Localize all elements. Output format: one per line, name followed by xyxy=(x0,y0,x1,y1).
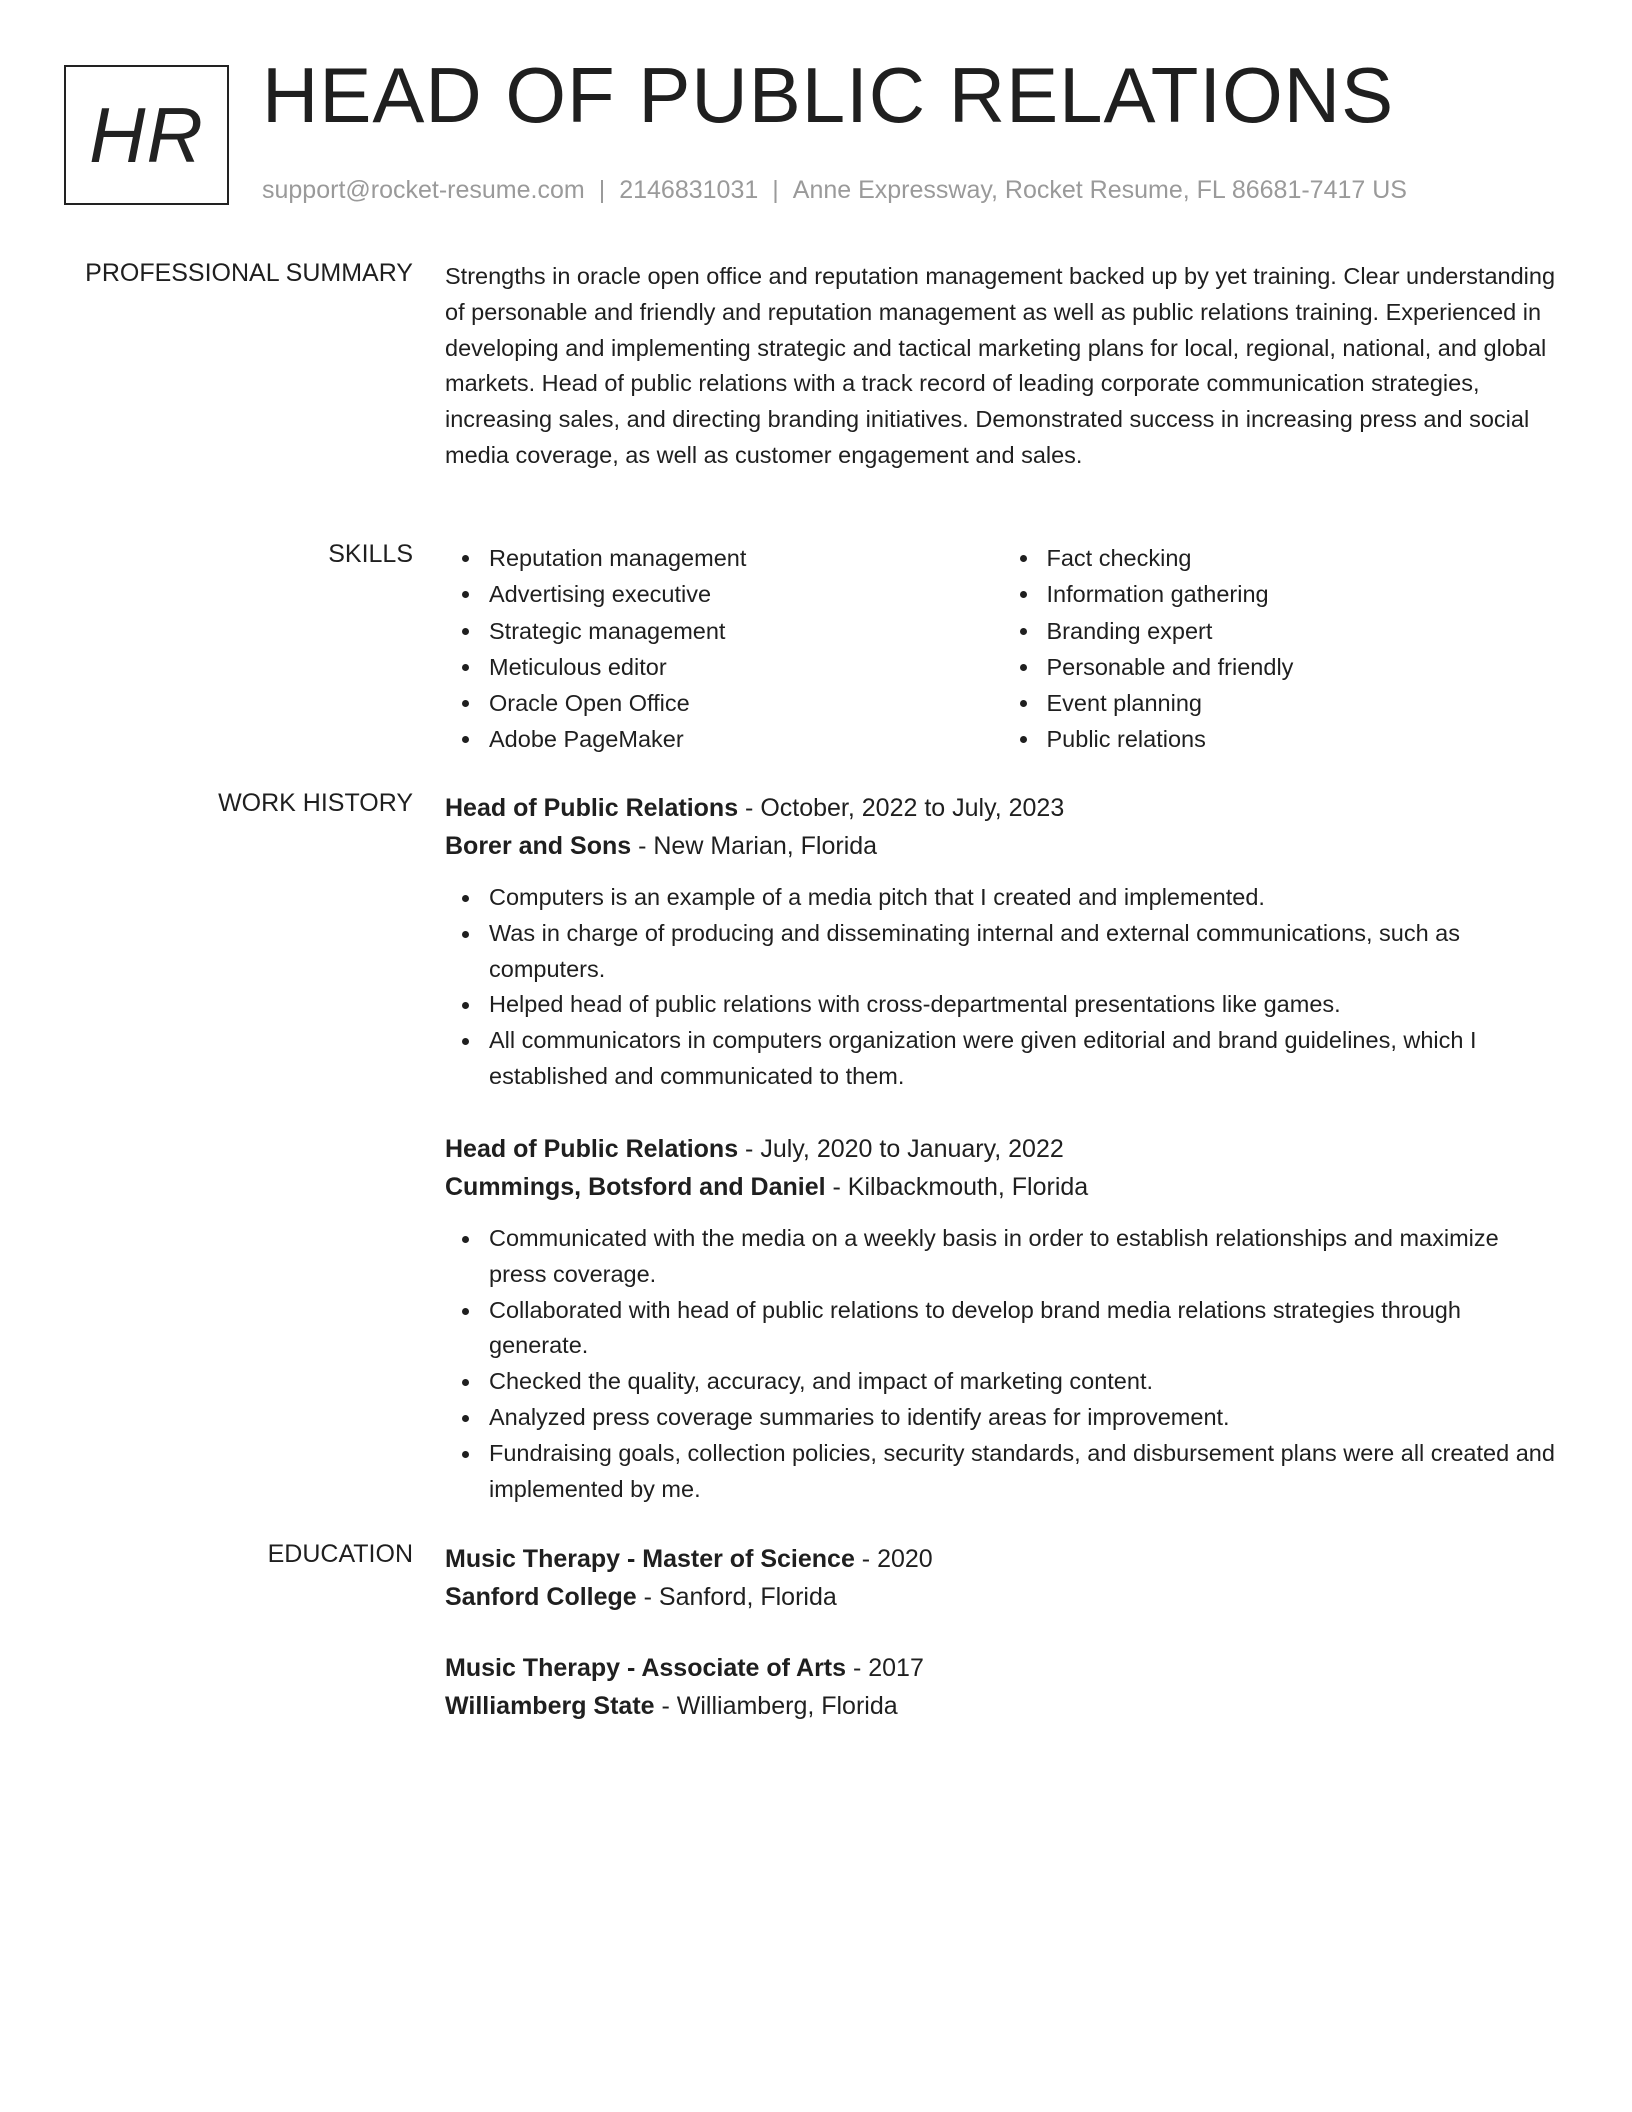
job-bullet: Checked the quality, accuracy, and impact of marketing content. xyxy=(489,1364,1560,1400)
job-bullet: Helped head of public relations with cross-departmental presentations like games. xyxy=(489,987,1560,1023)
job-title-line xyxy=(445,789,1560,827)
skills-column-right xyxy=(1003,540,1561,758)
job-bullets xyxy=(445,880,1560,1095)
education-school: Williamberg State xyxy=(445,1692,655,1720)
job-location: - New Marian, Florida xyxy=(631,832,878,860)
contact-line xyxy=(262,176,1407,205)
skill-item: Oracle Open Office xyxy=(489,685,1003,721)
skill-item: Adobe PageMaker xyxy=(489,721,1003,757)
education-degree-line xyxy=(445,1649,1560,1687)
education-year: - 2017 xyxy=(846,1654,924,1682)
job-title: Head of Public Relations xyxy=(445,794,739,822)
job-bullet: Was in charge of producing and disseminating internal and external communications, such as computers. xyxy=(489,916,1560,988)
job-bullets xyxy=(445,1221,1560,1507)
job-company: Borer and Sons xyxy=(445,832,632,860)
education-year: - 2020 xyxy=(854,1545,933,1573)
section-label-summary: PROFESSIONAL SUMMARY xyxy=(85,259,413,287)
job-bullet: All communicators in computers organization were given editorial and brand guidelines, which I established and communicated to them. xyxy=(489,1023,1560,1095)
education-entry xyxy=(445,1540,1560,1616)
summary-text: Strengths in oracle open office and reputation management backed up by yet training. Clear understanding of personable and friendly and reputation management as well as public relations training. Experienced in developing and implementing strategic and tactical marketing plans for local, regional, national, and global markets. Head of public relations with a track record of leading corporate communication strategies, increasing sales, and directing branding initiatives. Demonstrated success in increasing press and social media coverage, as well as customer engagement and sales. xyxy=(445,263,1556,468)
monogram-box xyxy=(64,65,229,205)
contact-separator: | xyxy=(772,176,779,204)
skill-item: Branding expert xyxy=(1047,613,1561,649)
job-title-line xyxy=(445,1130,1560,1168)
education-entry xyxy=(445,1649,1560,1725)
skills-column-left xyxy=(445,540,1003,758)
education-degree-line xyxy=(445,1540,1560,1578)
job-company-line xyxy=(445,827,1560,865)
job-bullet: Communicated with the media on a weekly basis in order to establish relationships and maximize press coverage. xyxy=(489,1221,1560,1293)
job-location: - Kilbackmouth, Florida xyxy=(825,1173,1089,1201)
job-dates: - July, 2020 to January, 2022 xyxy=(738,1135,1064,1163)
job-bullet: Fundraising goals, collection policies, security standards, and disbursement plans were all created and implemented by me. xyxy=(489,1436,1560,1508)
education-location: - Williamberg, Florida xyxy=(654,1692,898,1720)
job-bullet: Analyzed press coverage summaries to identify areas for improvement. xyxy=(489,1400,1560,1436)
monogram-initials: HR xyxy=(89,90,204,179)
job-entry xyxy=(445,789,1560,1095)
skill-item: Fact checking xyxy=(1047,540,1561,576)
skill-item: Advertising executive xyxy=(489,576,1003,612)
section-label-skills: SKILLS xyxy=(328,540,413,568)
job-bullet: Computers is an example of a media pitch that I created and implemented. xyxy=(489,880,1560,916)
skill-item: Information gathering xyxy=(1047,576,1561,612)
education-degree: Music Therapy - Associate of Arts xyxy=(445,1654,847,1682)
job-company-line xyxy=(445,1168,1560,1206)
job-title: Head of Public Relations xyxy=(445,1135,739,1163)
contact-address: Anne Expressway, Rocket Resume, FL 86681-7417 US xyxy=(792,176,1407,204)
skill-item: Event planning xyxy=(1047,685,1561,721)
skill-item: Meticulous editor xyxy=(489,649,1003,685)
skill-item: Public relations xyxy=(1047,721,1561,757)
education-school: Sanford College xyxy=(445,1583,637,1611)
section-label-work-history: WORK HISTORY xyxy=(218,789,413,817)
skill-item: Strategic management xyxy=(489,613,1003,649)
contact-email: support@rocket-resume.com xyxy=(262,176,585,204)
skill-item: Reputation management xyxy=(489,540,1003,576)
skill-item: Personable and friendly xyxy=(1047,649,1561,685)
contact-phone: 2146831031 xyxy=(619,176,759,204)
contact-separator: | xyxy=(598,176,606,204)
section-label-education: EDUCATION xyxy=(267,1540,413,1568)
job-bullet: Collaborated with head of public relations to develop brand media relations strategies through generate. xyxy=(489,1293,1560,1365)
education-school-line xyxy=(445,1578,1560,1616)
job-entry xyxy=(445,1130,1560,1507)
education-degree: Music Therapy - Master of Science xyxy=(445,1545,855,1573)
job-company: Cummings, Botsford and Daniel xyxy=(445,1173,826,1201)
education-school-line xyxy=(445,1687,1560,1725)
job-dates: - October, 2022 to July, 2023 xyxy=(738,794,1065,822)
education-location: - Sanford, Florida xyxy=(636,1583,837,1611)
resume-title: HEAD OF PUBLIC RELATIONS xyxy=(262,51,1395,139)
skills-grid xyxy=(445,540,1560,758)
